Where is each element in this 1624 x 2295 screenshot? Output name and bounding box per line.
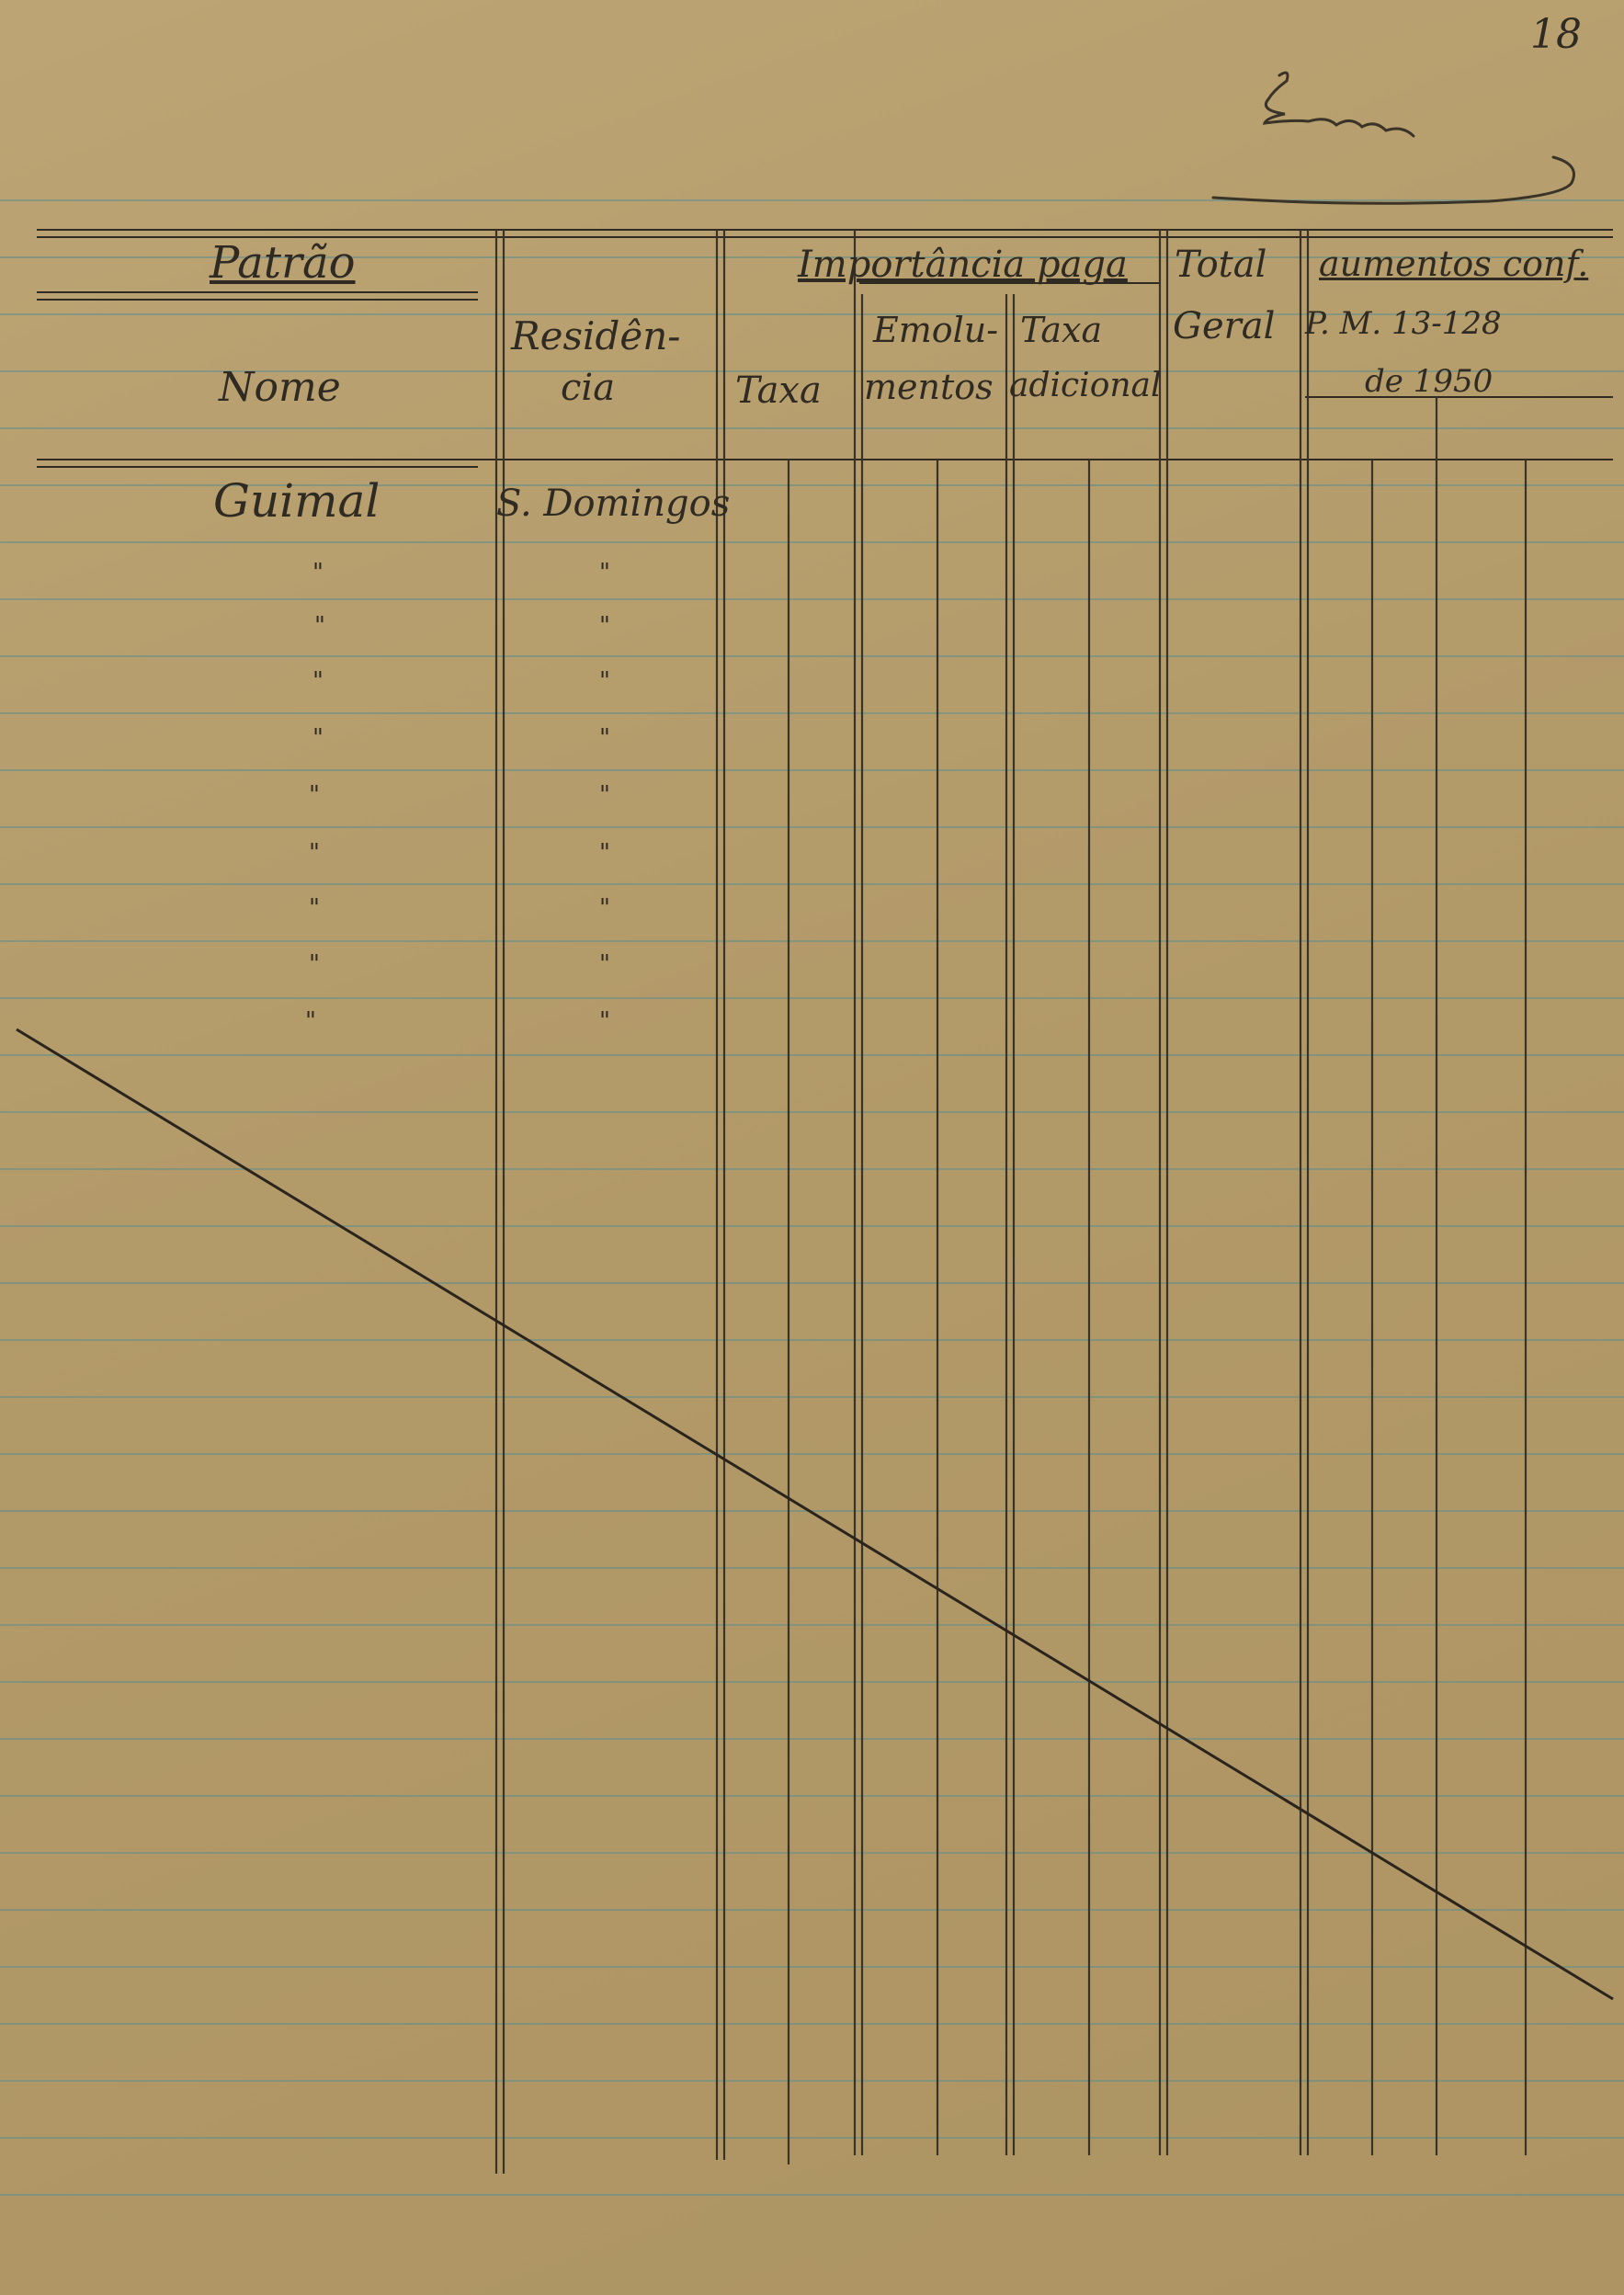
row-5-residencia-ditto: " xyxy=(599,724,610,752)
aumentos-header-line2: P. M. 13-128 xyxy=(1305,305,1502,342)
row-6-nome-ditto: " xyxy=(309,781,320,809)
aumentos-header-line1: aumentos conf. xyxy=(1319,244,1589,284)
row-3-nome-ditto: " xyxy=(314,612,325,640)
row-7-residencia-ditto: " xyxy=(599,839,610,867)
patrao-header: Patrão xyxy=(210,237,356,289)
row-10-nome-ditto: " xyxy=(305,1007,316,1035)
residencia-header-line2: cia xyxy=(561,367,616,409)
row-6-residencia-ditto: " xyxy=(599,781,610,809)
row-5-nome-ditto: " xyxy=(312,724,324,752)
page-number: 18 xyxy=(1530,11,1582,58)
row-1-residencia: S. Domingos xyxy=(496,483,731,525)
importancia-paga-header: Importância paga xyxy=(798,244,1128,286)
signature-scribble xyxy=(1213,73,1574,203)
emolumentos-header-line1: Emolu- xyxy=(873,310,999,350)
row-3-residencia-ditto: " xyxy=(599,612,610,640)
taxa-adicional-header-line2: adicional xyxy=(1009,367,1162,404)
row-9-nome-ditto: " xyxy=(309,950,320,978)
row-10-residencia-ditto: " xyxy=(599,1007,610,1035)
total-header-line2: Geral xyxy=(1173,305,1276,347)
row-8-nome-ditto: " xyxy=(309,894,320,922)
nome-header: Nome xyxy=(219,364,341,411)
row-1-nome: Guimal xyxy=(213,474,380,528)
emolumentos-header-line2: mentos xyxy=(864,367,994,407)
taxa-header: Taxa xyxy=(735,369,822,412)
row-9-residencia-ditto: " xyxy=(599,950,610,978)
row-2-residencia-ditto: " xyxy=(599,559,610,586)
aumentos-header-line3: de 1950 xyxy=(1365,363,1493,400)
residencia-header-line1: Residên- xyxy=(511,313,681,358)
row-4-residencia-ditto: " xyxy=(599,667,610,695)
row-7-nome-ditto: " xyxy=(309,839,320,867)
row-4-nome-ditto: " xyxy=(312,667,324,695)
row-8-residencia-ditto: " xyxy=(599,894,610,922)
row-2-nome-ditto: " xyxy=(312,559,324,586)
total-header-line1: Total xyxy=(1175,244,1267,286)
taxa-adicional-header-line1: Taxa xyxy=(1020,310,1103,350)
